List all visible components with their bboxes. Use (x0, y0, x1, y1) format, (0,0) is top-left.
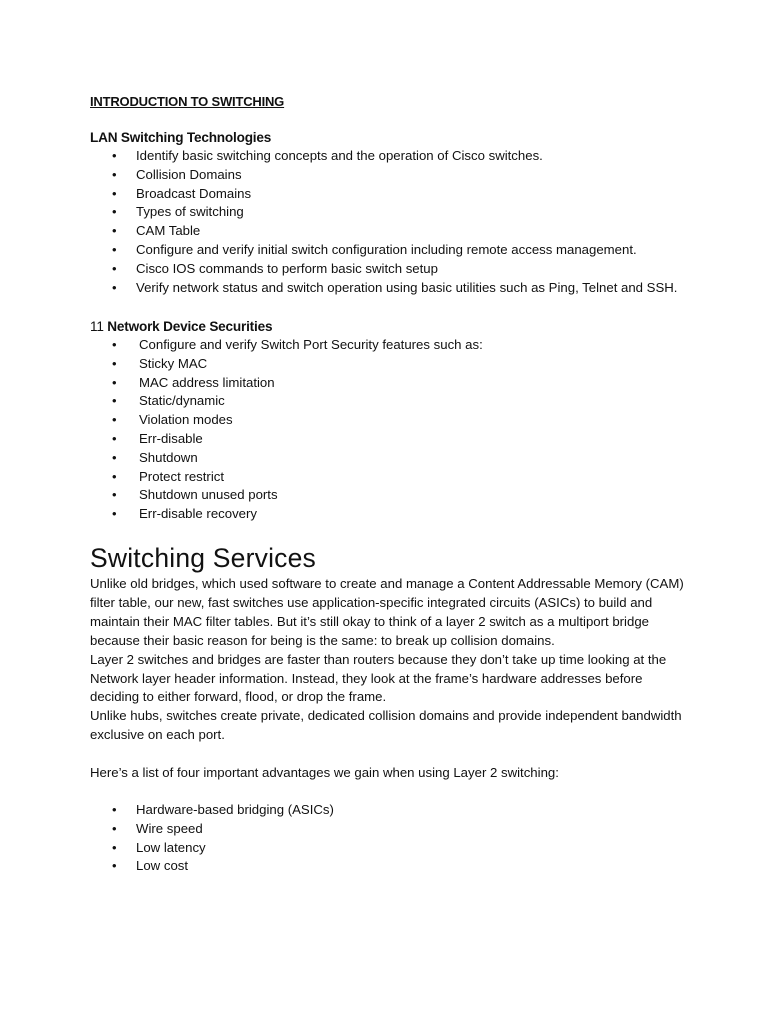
bullet-icon: • (112, 449, 117, 465)
paragraph: Unlike old bridges, which used software to create and manage a Content Addressable Memory (CAM) filter table, our new, fast switches use application-specific integrated circuits (ASICs) to build and maintain their MAC filter tables. But it’s still okay to think of a layer 2 switch as a multiport bridge because their basic reason for being is the same: to break up collision domains. (90, 576, 684, 648)
list-item: • Collision Domains (136, 166, 681, 185)
bullet-icon: • (112, 166, 117, 182)
lan-switching-list (112, 147, 681, 297)
advantages-intro: Here’s a list of four important advantages we gain when using Layer 2 switching: (90, 765, 559, 781)
section-heading-lan-switching: LAN Switching Technologies (90, 130, 272, 145)
bullet-icon: • (112, 185, 117, 201)
list-item: • Types of switching (136, 203, 681, 222)
list-item: • Err-disable recovery (139, 505, 679, 524)
advantages-list (112, 801, 676, 876)
list-item: • Broadcast Domains (136, 185, 681, 204)
bullet-icon: • (112, 820, 117, 836)
paragraph: Unlike hubs, switches create private, dedicated collision domains and provide independent bandwidth exclusive on each port. (90, 708, 682, 743)
switching-services-body (90, 575, 690, 783)
bullet-icon: • (112, 148, 117, 163)
bullet-icon: • (112, 374, 117, 390)
list-item: • Identify basic switching concepts and the operation of Cisco switches. (136, 147, 681, 166)
list-item: • Configure and verify initial switch configuration including remote access management. (136, 241, 681, 260)
list-item: • Shutdown (139, 449, 679, 468)
bullet-icon: • (112, 487, 117, 503)
network-security-list (112, 336, 679, 524)
list-item: • Verify network status and switch operation using basic utilities such as Ping, Telnet and SSH. (136, 279, 681, 298)
list-item: • Cisco IOS commands to perform basic switch setup (136, 260, 681, 279)
section-heading-text: Network Device Securities (107, 319, 273, 334)
list-item: • MAC address limitation (139, 374, 679, 393)
list-item: • Configure and verify Switch Port Security features such as: (139, 336, 679, 355)
list-item: • Protect restrict (139, 468, 679, 487)
section-heading-switching-services: Switching Services (90, 543, 316, 573)
bullet-icon: • (112, 430, 117, 446)
list-item: • Static/dynamic (139, 392, 679, 411)
list-item: • Low latency (136, 839, 676, 858)
bullet-icon: • (112, 839, 117, 855)
bullet-icon: • (112, 355, 117, 371)
list-item: • Shutdown unused ports (139, 486, 679, 505)
list-item: • Wire speed (136, 820, 676, 839)
bullet-icon: • (112, 393, 117, 409)
list-item: • Sticky MAC (139, 355, 679, 374)
list-item: • CAM Table (136, 222, 681, 241)
bullet-icon: • (112, 468, 117, 484)
bullet-icon: • (112, 506, 117, 522)
bullet-icon: • (112, 337, 117, 352)
bullet-icon: • (112, 204, 117, 220)
list-item: • Hardware-based bridging (ASICs) (136, 801, 676, 820)
blank-line (90, 745, 690, 764)
bullet-icon: • (112, 858, 117, 874)
bullet-icon: • (112, 260, 117, 276)
bullet-icon: • (112, 412, 117, 428)
list-item: • Low cost (136, 857, 676, 876)
list-item: • Err-disable (139, 430, 679, 449)
bullet-icon: • (112, 802, 117, 817)
section-heading-network-device-securities (90, 318, 272, 336)
section-number: 11 (90, 319, 104, 334)
bullet-icon: • (112, 279, 117, 295)
bullet-icon: • (112, 241, 117, 257)
bullet-icon: • (112, 223, 117, 239)
list-item: • Violation modes (139, 411, 679, 430)
paragraph: Layer 2 switches and bridges are faster than routers because they don’t take up time looking at the Network layer header information. Instead, they look at the frame’s hardware addresses before deciding to either forward, flood, or drop the frame. (90, 651, 667, 705)
document-title: INTRODUCTION TO SWITCHING (90, 94, 285, 109)
